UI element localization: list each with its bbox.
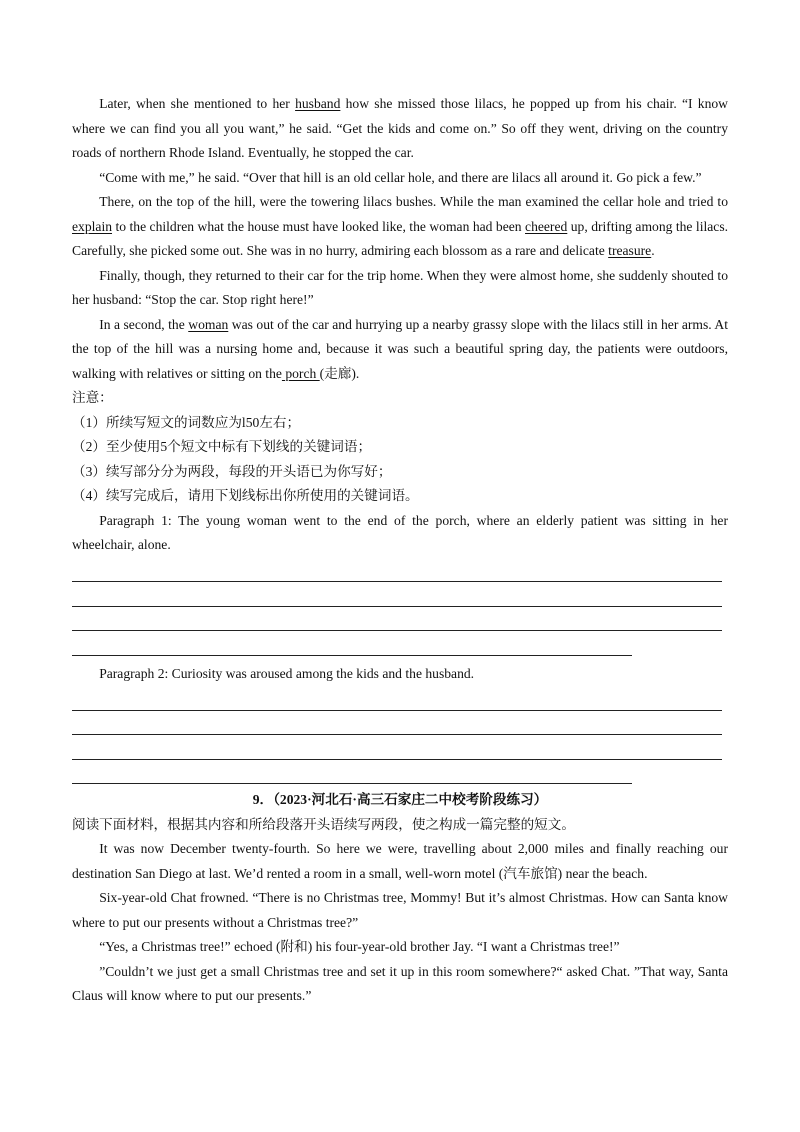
document-content xyxy=(72,92,728,1009)
story-paragraph: It was now December twenty-fourth. So here we were, travelling about 2,000 miles and finally reaching our destination San Diego at last. We’d rented a room in a small, well-worn motel (汽车旅馆) near the beach. xyxy=(72,841,728,881)
keyword-husband: husband xyxy=(295,96,341,111)
story-paragraph: ”Couldn’t we just get a small Christmas tree and set it up in this room somewhere?“ asked Chat. ”That way, Santa Claus will know where to put our presents.” xyxy=(72,963,728,1003)
notes-title: 注意： xyxy=(72,390,113,405)
paragraph1-prompt: Paragraph 1: The young woman went to the end of the porch, where an elderly patient was sitting in her wheelchair, alone. xyxy=(72,512,728,552)
writing-line[interactable] xyxy=(72,735,722,760)
writing-line[interactable] xyxy=(72,760,632,785)
text-span: . xyxy=(651,243,655,258)
story-paragraph xyxy=(72,190,728,264)
note-item: （4）续写完成后，请用下划线标出你所使用的关键词语。 xyxy=(72,488,419,503)
text-span: (走廊). xyxy=(319,365,360,381)
writing-line[interactable] xyxy=(72,686,722,711)
note-item: （3）续写部分分为两段，每段的开头语已为你写好； xyxy=(72,463,392,479)
keyword-cheered: cheered xyxy=(525,218,568,234)
text-span: There, on the top of the hill, were the towering lilacs bushes. While the man examined the cellar hole and tried to xyxy=(99,194,728,209)
story-paragraph: “Yes, a Christmas tree!” echoed (附和) his four-year-old brother Jay. “I want a Christmas tree!” xyxy=(99,939,620,954)
keyword-explain: explain xyxy=(72,218,113,234)
keyword-woman: woman xyxy=(188,316,229,332)
text-span: In a second, the xyxy=(99,316,189,332)
question-9-heading: 9．（2023·河北石·高三石家庄二中校考阶段练习） xyxy=(252,792,548,807)
note-item: （2）至少使用5个短文中标有下划线的关键词语； xyxy=(72,439,372,454)
text-span: up, drifting among the lilacs. Carefully, she picked some out. She was in no hurry, admiring each blossom as a rare and delicate xyxy=(72,218,729,258)
writing-line[interactable] xyxy=(72,711,722,736)
writing-line[interactable] xyxy=(72,582,722,607)
writing-line[interactable] xyxy=(72,558,722,583)
text-span: Later, when she mentioned to her xyxy=(99,96,296,111)
story-paragraph: Six-year-old Chat frowned. “There is no Christmas tree, Mommy! But it’s almost Christmas. How can Santa know where to put our presents without a Christmas tree?” xyxy=(72,890,728,930)
writing-line[interactable] xyxy=(72,607,722,632)
paragraph2-prompt: Paragraph 2: Curiosity was aroused among the kids and the husband. xyxy=(99,665,475,681)
question-9-instruction: 阅读下面材料，根据其内容和所给段落开头语续写两段，使之构成一篇完整的短文。 xyxy=(72,816,575,832)
text-span: was out of the car and hurrying up a nearby grassy slope with the lilacs still in her arms. At the top of the hill was a nursing home and, because it was such a beautiful spring day, the patients were outdoors, walking with relatives or sitting on the xyxy=(72,316,728,381)
story-paragraph xyxy=(72,313,728,387)
text-span: how she missed those lilacs, he popped up from his chair. “I know where we can find you all you want,” he said. “Get the kids and come on.” So off they went, driving on the country roads of northern Rhode Island. Eventually, he stopped the car. xyxy=(72,96,728,160)
writing-line[interactable] xyxy=(72,631,632,656)
story-paragraph xyxy=(72,92,728,166)
text-span: to the children what the house must have looked like, the woman had been xyxy=(112,218,526,234)
keyword-porch: porch xyxy=(281,365,320,381)
keyword-treasure: treasure xyxy=(608,243,652,258)
story-paragraph: Finally, though, they returned to their car for the trip home. When they were almost home, she suddenly shouted to her husband: “Stop the car. Stop right here!” xyxy=(72,267,728,307)
story-paragraph: “Come with me,” he said. “Over that hill is an old cellar hole, and there are lilacs all around it. Go pick a few.” xyxy=(99,169,702,185)
note-item: （1）所续写短文的词数应为l50左右； xyxy=(72,414,301,430)
